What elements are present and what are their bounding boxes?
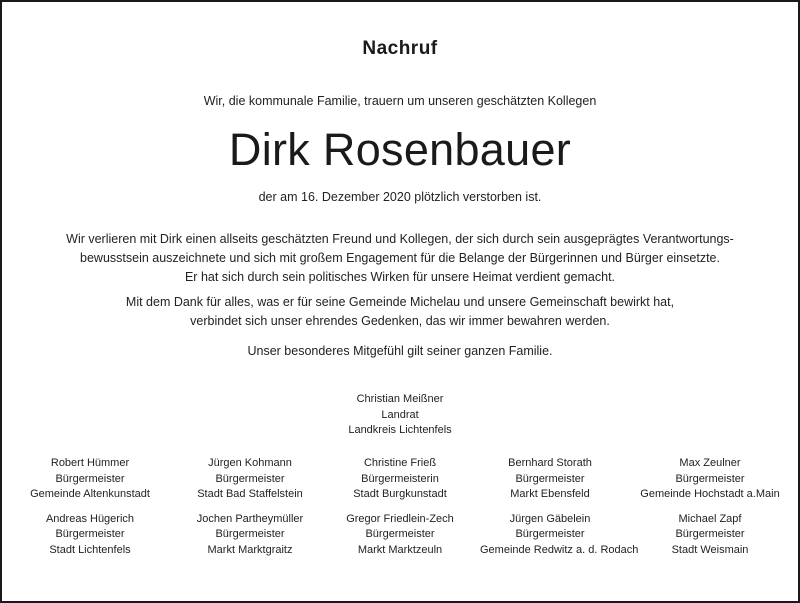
paragraph-line: Wir verlieren mit Dirk einen allseits geschätzten Freund und Kollegen, der sich durch sein ausgeprägtes Verantwortungs- (66, 232, 734, 246)
signer-name: Michael Zapf (678, 512, 742, 525)
signer-name: Andreas Hügerich (45, 512, 135, 525)
signer-place: Gemeinde Hochstadt a.Main (640, 488, 780, 500)
signer-block (0, 456, 180, 503)
signer-block (480, 512, 639, 559)
signer-place: Gemeinde Altenkunstadt (30, 488, 150, 500)
signers-grid (0, 456, 800, 558)
signer-name: Christian Meißner (356, 393, 444, 405)
signer-block (180, 456, 320, 503)
signer-name: Jürgen Kohmann (208, 457, 292, 469)
paragraph-line: verbindet sich unser ehrendes Gedenken, das wir immer bewahren werden. (190, 314, 610, 328)
signer-name: Robert Hümmer (50, 457, 130, 469)
signer-place: Stadt Bad Staffelstein (197, 488, 303, 500)
signer-name: Bernhard Storath (508, 457, 592, 469)
paragraph-condolence (0, 342, 800, 361)
signer-name: Gregor Friedlein-Zech (346, 512, 454, 525)
signer-landrat (0, 392, 800, 439)
signer-title: Landrat (381, 408, 419, 421)
signer-place: Gemeinde Redwitz a. d. Rodach (480, 543, 639, 556)
signer-place: Landkreis Lichtenfels (348, 424, 452, 436)
signer-title: Bürgermeister (675, 472, 745, 485)
signer-block (0, 512, 180, 559)
signer-title: Bürgermeister (515, 472, 585, 485)
signer-block (320, 456, 480, 503)
paragraph-line: Er hat sich durch sein politisches Wirken für unsere Heimat verdient gemacht. (184, 270, 616, 284)
signer-name: Max Zeulner (679, 457, 741, 469)
signer-block (320, 512, 480, 559)
signer-title: Bürgermeisterin (361, 472, 439, 485)
paragraph-line: Mit dem Dank für alles, was er für seine Gemeinde Michelau und unsere Gemeinschaft bewirkt hat, (125, 295, 675, 309)
deceased-name: Dirk Rosenbauer (228, 124, 572, 175)
signer-place: Stadt Weismain (671, 543, 749, 556)
signer-block (180, 512, 320, 559)
signer-title: Bürgermeister (55, 472, 125, 485)
signer-place: Markt Marktzeuln (357, 543, 443, 556)
signer-block (620, 456, 800, 503)
signer-block (480, 456, 620, 503)
paragraph-line: bewusstsein auszeichnete und sich mit großem Engagement für die Belange der Bürgerinnen und Bürger einsetzte. (80, 251, 720, 265)
signer-title: Bürgermeister (515, 528, 585, 540)
intro-line: Wir, die kommunale Familie, trauern um unseren geschätzten Kollegen (203, 94, 597, 108)
paragraph-gratitude (0, 293, 800, 331)
signer-title: Bürgermeister (215, 528, 285, 540)
signer-title: Bürgermeister (365, 528, 435, 540)
paragraph-line: Unser besonderes Mitgefühl gilt seiner ganzen Familie. (247, 344, 553, 358)
paragraph-tribute (0, 230, 800, 287)
signer-name: Jürgen Gäbelein (509, 512, 591, 525)
signer-name: Christine Frieß (363, 457, 437, 469)
signer-title: Bürgermeister (215, 472, 285, 485)
notice-heading: Nachruf (362, 38, 438, 59)
signer-place: Markt Marktgraitz (207, 543, 293, 556)
signer-name: Jochen Partheymüller (196, 512, 304, 525)
signer-title: Bürgermeister (55, 528, 125, 540)
death-line: der am 16. Dezember 2020 plötzlich verstorben ist. (258, 190, 542, 204)
signer-title: Bürgermeister (675, 528, 745, 540)
signer-block (620, 512, 800, 559)
signer-place: Stadt Lichtenfels (49, 543, 131, 556)
signer-place: Markt Ebensfeld (510, 488, 590, 500)
signer-place: Stadt Burgkunstadt (353, 488, 447, 500)
